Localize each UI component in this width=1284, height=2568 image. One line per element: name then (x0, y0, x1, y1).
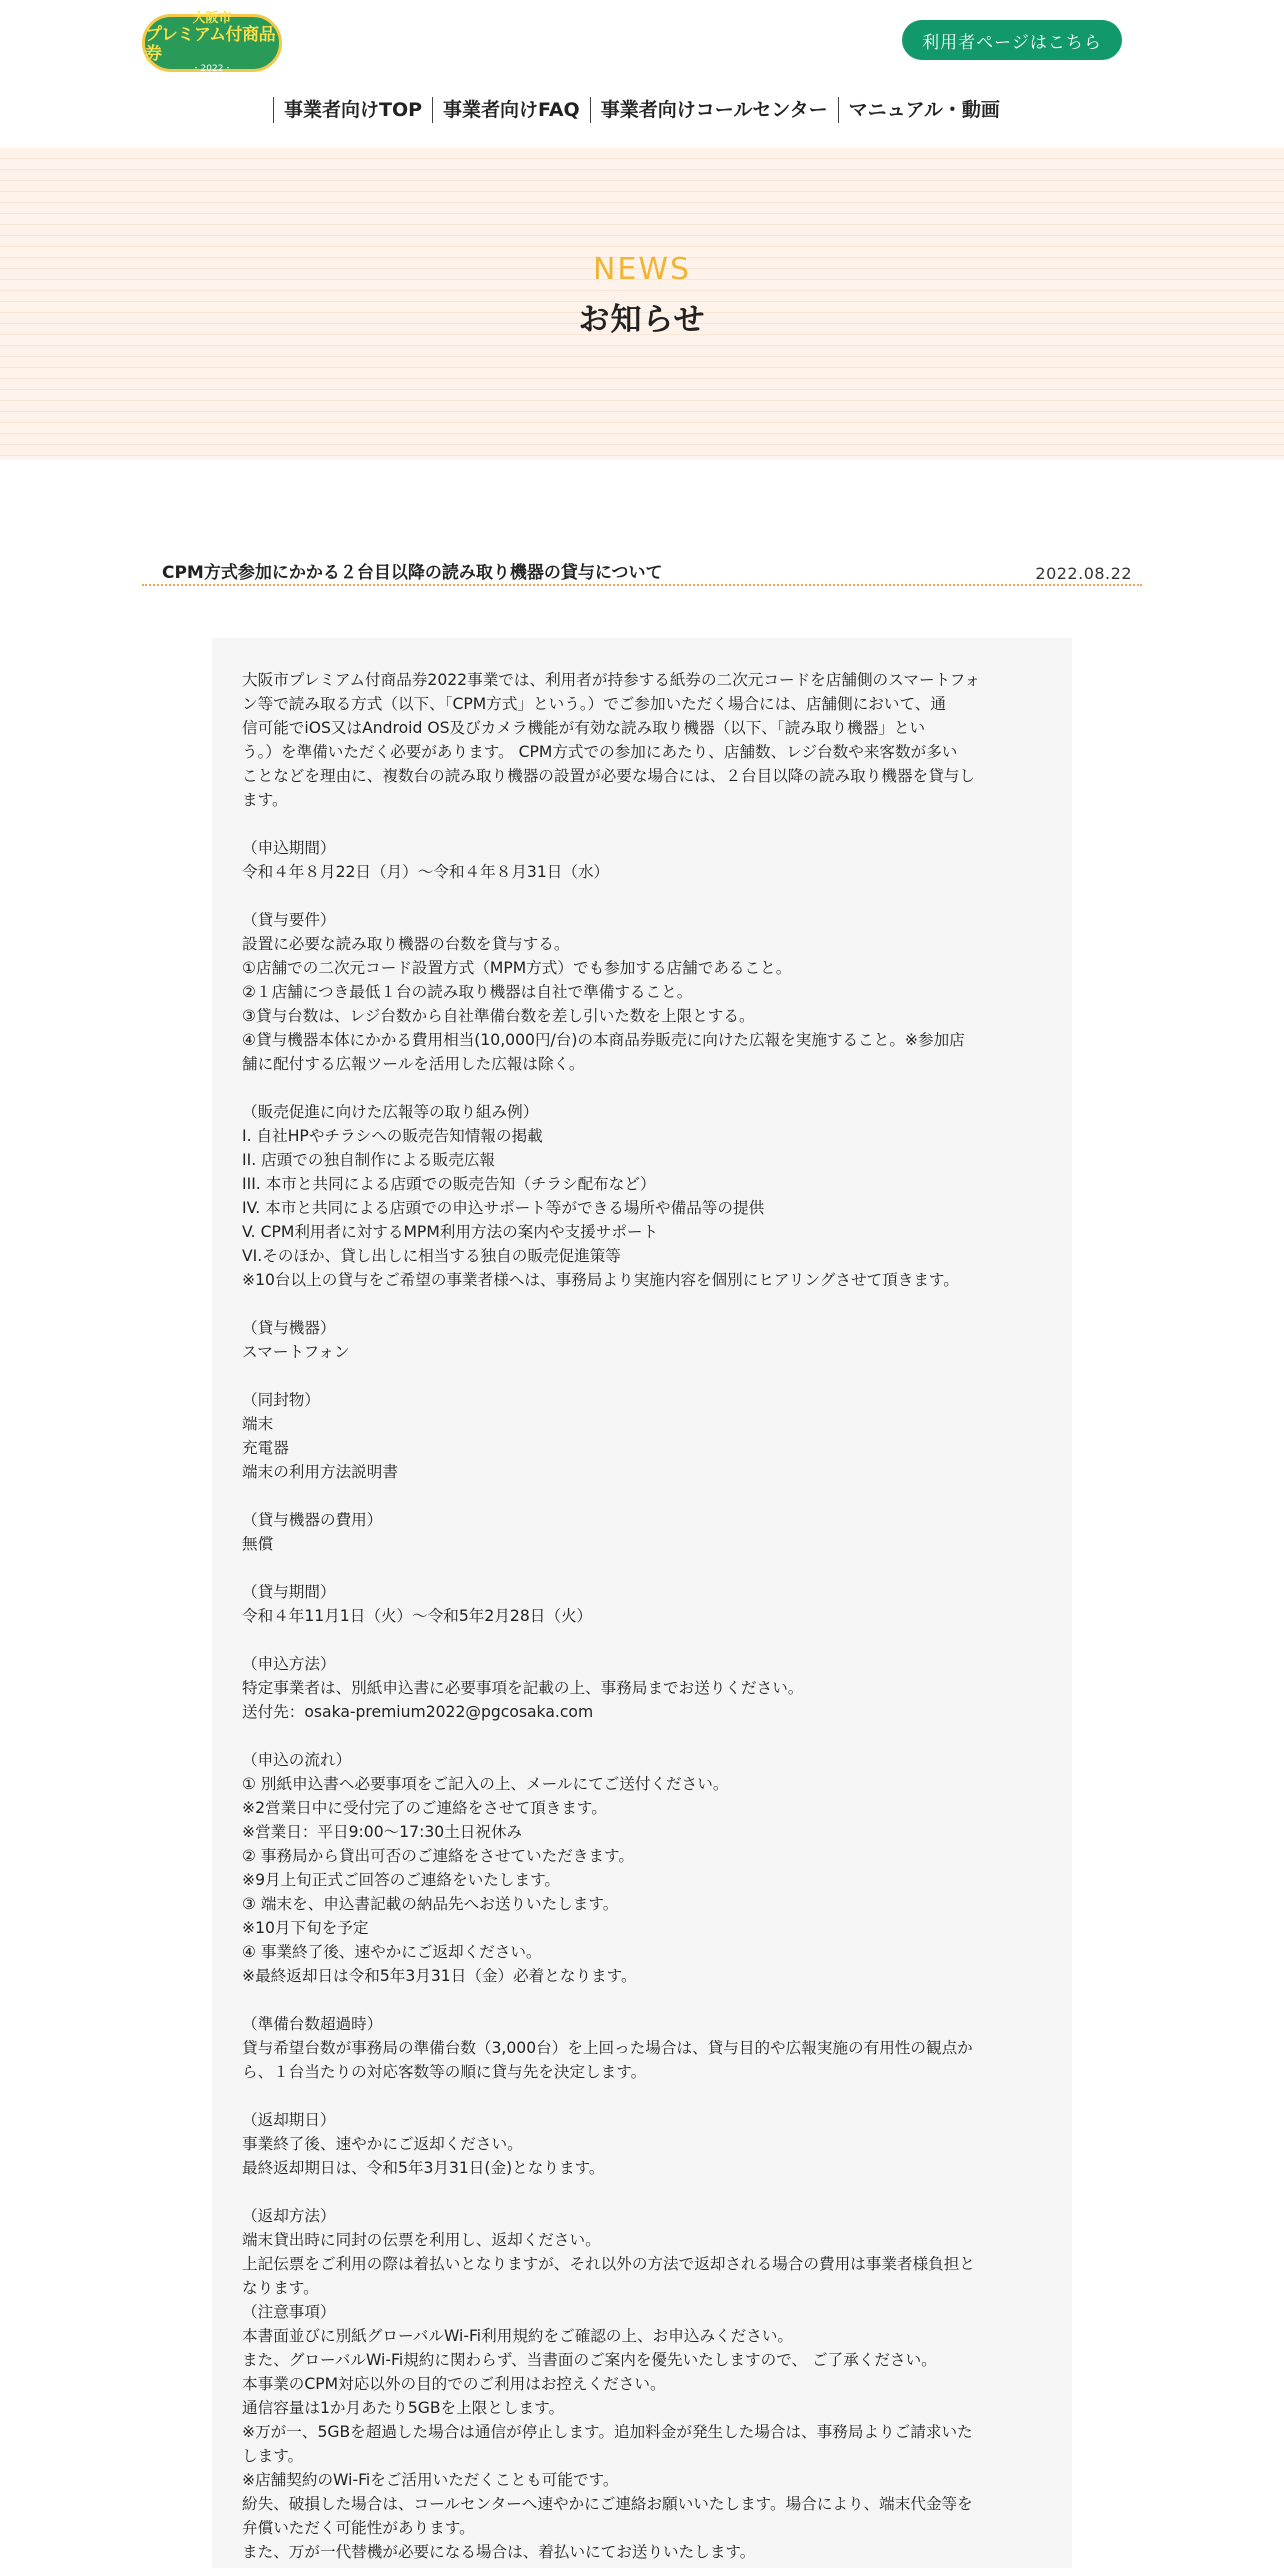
body-line: なります。 (242, 2279, 319, 2297)
body-line: 端末の利用方法説明書 (242, 1463, 398, 1481)
nav-business-faq[interactable]: 事業者向けFAQ (432, 97, 590, 123)
body-line: 端末 (242, 1415, 274, 1433)
body-line: 令和４年11月1日（火）～令和5年2月28日（火） (242, 1607, 593, 1625)
post-body (212, 638, 1072, 2568)
body-line: 弁償いただく可能性があります。 (242, 2519, 475, 2537)
body-line: （返却期日） (242, 2111, 336, 2129)
body-line: ③ 端末を、申込書記載の納品先へお送りいたします。 (242, 1895, 619, 1913)
site-logo[interactable] (142, 11, 282, 74)
blank-line (242, 1556, 1042, 1580)
site-header (0, 0, 1284, 148)
body-line: ④貸与機器本体にかかる費用相当(10,000円/台)の本商品券販売に向けた広報を実施すること。※参加店 (242, 1031, 965, 1049)
blank-line (242, 1988, 1042, 2012)
body-line: （申込期間） (242, 839, 336, 857)
nav-business-top[interactable]: 事業者向けTOP (273, 97, 432, 123)
body-line: ※営業日：平日9:00～17:30土日祝休み (242, 1823, 523, 1841)
body-line: ン等で読み取る方式（以下、「CPM方式」という。）でご参加いただく場合には、店舗側において、通 (242, 695, 946, 713)
hero-title-en: NEWS (592, 252, 692, 287)
body-line: 送付先：osaka-premium2022@pgcosaka.com (242, 1703, 594, 1721)
body-line: ※万が一、5GBを超過した場合は通信が停止します。追加料金が発生した場合は、事務局よりご請求いた (242, 2423, 973, 2441)
body-line: ことなどを理由に、複数台の読み取り機器の設置が必要な場合には、２台目以降の読み取り機器を貸与し (242, 767, 975, 785)
body-line: （返却方法） (242, 2207, 336, 2225)
body-line: また、万が一代替機が必要になる場合は、着払いにてお送りいたします。 (242, 2543, 756, 2561)
body-line: V. CPM利用者に対するMPM利用方法の案内や支援サポート (242, 1223, 659, 1241)
body-line: （注意事項） (242, 2303, 336, 2321)
body-line: 令和４年８月22日（月）～令和４年８月31日（水） (242, 863, 610, 881)
nav-call-center[interactable]: 事業者向けコールセンター (590, 97, 838, 123)
blank-line (242, 2180, 1042, 2204)
body-line: ③貸与台数は、レジ台数から自社準備台数を差し引いた数を上限とする。 (242, 1007, 755, 1025)
body-line: 大阪市プレミアム付商品券2022事業では、利用者が持参する紙券の二次元コードを店舗側のスマートフォ (242, 671, 981, 689)
body-line: 信可能でiOS又はAndroid OS及びカメラ機能が有効な読み取り機器（以下、「読み取り機器」とい (242, 719, 926, 737)
body-line: （同封物） (242, 1391, 320, 1409)
body-line: ② 事務局から貸出可否のご連絡をさせていただきます。 (242, 1847, 634, 1865)
blank-line (242, 1628, 1042, 1652)
body-line: 本書面並びに別紙グローバルWi-Fi利用規約をご確認の上、お申込みください。 (242, 2327, 794, 2345)
post-date: 2022.08.22 (1035, 564, 1132, 583)
blank-line (242, 1724, 1042, 1748)
body-line: 特定事業者は、別紙申込書に必要事項を記載の上、事務局までお送りください。 (242, 1679, 804, 1697)
body-line: 貸与希望台数が事務局の準備台数（3,000台）を上回った場合は、貸与目的や広報実施の有用性の観点か (242, 2039, 973, 2057)
body-line: ます。 (242, 791, 288, 809)
post-title: CPM方式参加にかかる２台目以降の読み取り機器の貸与について (162, 563, 663, 583)
body-line: 端末貸出時に同封の伝票を利用し、返却ください。 (242, 2231, 601, 2249)
body-line: ④ 事業終了後、速やかにご返却ください。 (242, 1943, 542, 1961)
blank-line (242, 1076, 1042, 1100)
body-line: 本事業のCPM対応以外の目的でのご利用はお控えください。 (242, 2375, 666, 2393)
body-line: ②１店舗につき最低１台の読み取り機器は自社で準備すること。 (242, 983, 693, 1001)
body-line: 無償 (242, 1535, 274, 1553)
body-line: 最終返却期日は、令和5年3月31日(金)となります。 (242, 2159, 605, 2177)
body-line: スマートフォン (242, 1343, 350, 1361)
body-line: （貸与期間） (242, 1583, 336, 1601)
body-line: （準備台数超過時） (242, 2015, 383, 2033)
body-line: VI.そのほか、貸し出しに相当する独自の販売促進策等 (242, 1247, 621, 1265)
nav-manual-video[interactable]: マニュアル・動画 (838, 97, 1010, 123)
body-line: II. 店頭での独自制作による販売広報 (242, 1151, 496, 1169)
blank-line (242, 884, 1042, 908)
body-line: ※10月下旬を予定 (242, 1919, 369, 1937)
body-line: ※店舗契約のWi-Fiをご活用いただくことも可能です。 (242, 2471, 619, 2489)
post-header (142, 556, 1142, 586)
body-line: （貸与要件） (242, 911, 336, 929)
body-line: ※2営業日中に受付完了のご連絡をさせて頂きます。 (242, 1799, 607, 1817)
body-line: III. 本市と共同による店頭での販売告知（チラシ配布など） (242, 1175, 656, 1193)
global-nav (273, 96, 1010, 124)
body-line: ※10台以上の貸与をご希望の事業者様へは、事務局より実施内容を個別にヒアリングさせて頂きます。 (242, 1271, 959, 1289)
blank-line (242, 1364, 1042, 1388)
body-line: ①店舗での二次元コード設置方式（MPM方式）でも参加する店舗であること。 (242, 959, 792, 977)
body-line: IV. 本市と共同による店頭での申込サポート等ができる場所や備品等の提供 (242, 1199, 765, 1217)
page-hero (0, 148, 1284, 460)
body-line: ※9月上旬正式ご回答のご連絡をいたします。 (242, 1871, 561, 1889)
body-line: I. 自社HPやチラシへの販売告知情報の掲載 (242, 1127, 543, 1145)
body-line: （貸与機器の費用） (242, 1511, 383, 1529)
body-line: 充電器 (242, 1439, 289, 1457)
body-line: 上記伝票をご利用の際は着払いとなりますが、それ以外の方法で返却される場合の費用は事業者様負担と (242, 2255, 975, 2273)
body-line: う。）を準備いただく必要があります。 CPM方式での参加にあたり、店舗数、レジ台数や来客数が多い (242, 743, 958, 761)
logo-line-2: プレミアム付商品券 (145, 25, 276, 64)
logo-line-1: 大阪市 (192, 11, 232, 26)
blank-line (242, 1484, 1042, 1508)
blank-line (242, 2084, 1042, 2108)
body-line: ら、１台当たりの対応客数等の順に貸与先を決定します。 (242, 2063, 647, 2081)
logo-line-3: ・2022・ (191, 64, 233, 74)
blank-line (242, 1292, 1042, 1316)
body-line: ※最終返却日は令和5年3月31日（金）必着となります。 (242, 1967, 637, 1985)
body-line: 舗に配付する広報ツールを活用した広報は除く。 (242, 1055, 585, 1073)
body-line: （申込の流れ） (242, 1751, 352, 1769)
body-line: また、グローバルWi-Fi規約に関わらず、当書面のご案内を優先いたしますので、 ご了承ください。 (242, 2351, 937, 2369)
body-line: 事業終了後、速やかにご返却ください。 (242, 2135, 523, 2153)
body-line: （販売促進に向けた広報等の取り組み例） (242, 1103, 539, 1121)
page-title: お知らせ (578, 302, 706, 338)
blank-line (242, 812, 1042, 836)
body-line: （貸与機器） (242, 1319, 336, 1337)
body-line: 設置に必要な読み取り機器の台数を貸与する。 (242, 935, 570, 953)
body-line: 紛失、破損した場合は、コールセンターへ速やかにご連絡お願いいたします。場合により、端末代金等を (242, 2495, 973, 2513)
body-line: 通信容量は1か月あたり5GBを上限とします。 (242, 2399, 565, 2417)
body-line: （申込方法） (242, 1655, 336, 1673)
body-line: ① 別紙申込書へ必要事項をご記入の上、メールにてご送付ください。 (242, 1775, 729, 1793)
body-line: します。 (242, 2447, 304, 2465)
user-page-button[interactable]: 利用者ページはこちら (902, 20, 1122, 60)
